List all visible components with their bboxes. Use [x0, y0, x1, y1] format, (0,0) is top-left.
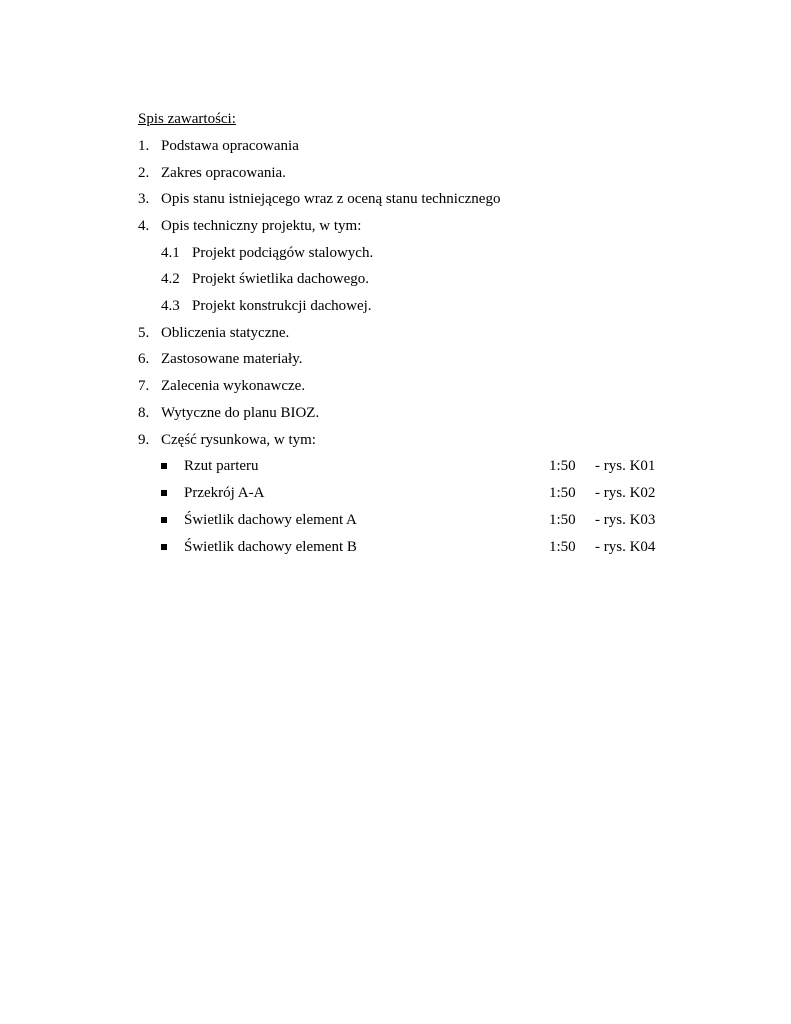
toc-item-text: Podstawa opracowania — [161, 138, 299, 154]
toc-item-text: Zakres opracowania. — [161, 165, 286, 181]
toc-item-text: Zalecenia wykonawcze. — [161, 378, 306, 394]
drawing-name: Świetlik dachowy element A — [184, 512, 357, 528]
drawing-name: Rzut parteru — [184, 458, 259, 474]
drawing-ref: - rys. K01 — [595, 458, 656, 474]
toc-subitem-text: Projekt konstrukcji dachowej. — [192, 298, 372, 314]
toc-item-number: 6. — [138, 351, 150, 367]
toc-subitem-text: Projekt podciągów stalowych. — [192, 245, 374, 261]
drawing-ref: - rys. K03 — [595, 512, 656, 528]
square-bullet-icon — [161, 490, 167, 496]
toc-item-text: Wytyczne do planu BIOZ. — [161, 405, 320, 421]
toc-item-text: Obliczenia statyczne. — [161, 325, 290, 341]
toc-item-number: 2. — [138, 165, 150, 181]
toc-item-text: Opis techniczny projektu, w tym: — [161, 218, 362, 234]
toc-item-number: 9. — [138, 432, 150, 448]
drawing-scale: 1:50 — [549, 539, 576, 555]
drawing-name: Świetlik dachowy element B — [184, 539, 357, 555]
drawing-ref: - rys. K02 — [595, 485, 656, 501]
square-bullet-icon — [161, 544, 167, 550]
toc-item-number: 3. — [138, 191, 150, 207]
drawing-ref: - rys. K04 — [595, 539, 656, 555]
toc-item-text: Część rysunkowa, w tym: — [161, 432, 316, 448]
drawing-scale: 1:50 — [549, 512, 576, 528]
toc-subitem-number: 4.1 — [161, 245, 180, 261]
toc-title: Spis zawartości: — [138, 111, 236, 127]
drawing-scale: 1:50 — [549, 485, 576, 501]
toc-item-text: Zastosowane materiały. — [161, 351, 303, 367]
toc-item-number: 7. — [138, 378, 150, 394]
toc-subitem-text: Projekt świetlika dachowego. — [192, 271, 370, 287]
square-bullet-icon — [161, 463, 167, 469]
toc-item-number: 4. — [138, 218, 150, 234]
toc-item-number: 1. — [138, 138, 150, 154]
square-bullet-icon — [161, 517, 167, 523]
drawing-scale: 1:50 — [549, 458, 576, 474]
drawing-name: Przekrój A-A — [184, 485, 265, 501]
toc-item-text: Opis stanu istniejącego wraz z oceną stanu technicznego — [161, 191, 501, 207]
toc-item-number: 5. — [138, 325, 150, 341]
toc-item-number: 8. — [138, 405, 150, 421]
toc-subitem-number: 4.2 — [161, 271, 180, 287]
toc-subitem-number: 4.3 — [161, 298, 180, 314]
